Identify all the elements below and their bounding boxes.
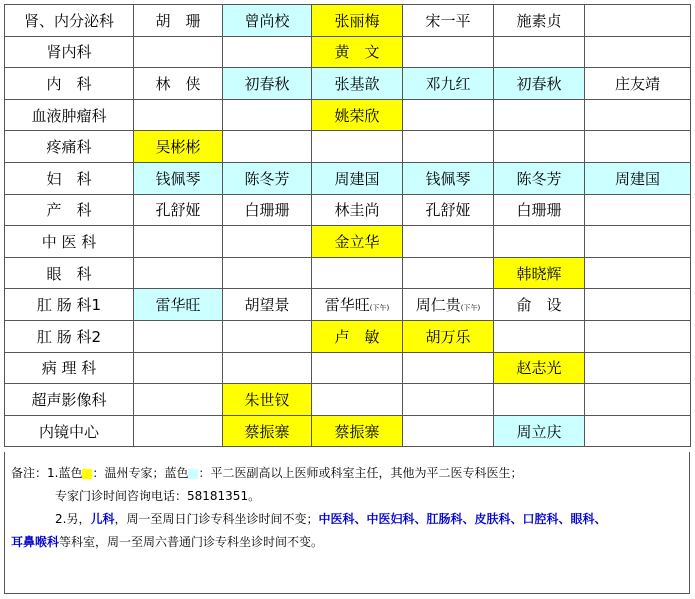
notes-l4a: 耳鼻喉科 [11, 535, 60, 549]
doctor-cell [223, 226, 312, 258]
notes-l1b: ：温州专家；蓝色 [92, 466, 189, 480]
department-cell [5, 226, 134, 258]
doctor-cell [403, 131, 494, 163]
doctor-cell [494, 352, 585, 384]
doctor-cell [403, 415, 494, 447]
cell-text: 周建国 [614, 169, 660, 188]
doctor-cell [312, 5, 403, 37]
table-row [5, 352, 691, 384]
doctor-cell [585, 162, 691, 194]
doctor-cell [223, 289, 312, 321]
table-row [5, 5, 691, 37]
doctor-cell [403, 384, 494, 416]
cell-text: 赵志光 [516, 359, 562, 378]
cell-text: 中 医 科 [41, 232, 97, 251]
cell-text: 内镜中心 [38, 422, 99, 441]
doctor-cell [494, 194, 585, 226]
doctor-cell [312, 320, 403, 352]
table-row [5, 162, 691, 194]
cell-text: 金立华 [334, 232, 380, 251]
blue-swatch-icon [188, 469, 198, 479]
doctor-cell [403, 289, 494, 321]
doctor-cell [585, 352, 691, 384]
cell-text: 妇 科 [46, 169, 92, 188]
schedule-body [5, 5, 691, 447]
doctor-cell [494, 289, 585, 321]
department-cell [5, 194, 134, 226]
doctor-cell [585, 257, 691, 289]
doctor-cell [494, 415, 585, 447]
cell-text: 超声影像科 [31, 390, 107, 409]
doctor-cell [494, 320, 585, 352]
doctor-cell [312, 257, 403, 289]
department-cell [5, 162, 134, 194]
cell-text: 雷华旺 [324, 296, 370, 315]
notes-l3c: ，周一至周日门诊专科坐诊时间不变； [114, 512, 319, 526]
cell-text: 钱佩琴 [155, 169, 201, 188]
afternoon-note: (下午) [460, 304, 481, 313]
cell-text: 林圭尚 [334, 201, 380, 220]
cell-text: 曾尚校 [244, 11, 290, 30]
cell-text: 肾、内分泌科 [23, 11, 114, 30]
cell-text: 陈冬芳 [244, 169, 290, 188]
doctor-cell [585, 289, 691, 321]
cell-text: 姚荣欣 [334, 106, 380, 125]
table-row [5, 99, 691, 131]
doctor-cell [585, 194, 691, 226]
doctor-cell [494, 257, 585, 289]
doctor-cell [585, 36, 691, 68]
table-row [5, 257, 691, 289]
doctor-cell [223, 257, 312, 289]
department-cell [5, 415, 134, 447]
department-cell [5, 5, 134, 37]
notes-line-2: 专家门诊时间咨询电话：58181351。 [55, 489, 261, 503]
doctor-cell [223, 415, 312, 447]
schedule-table [4, 4, 691, 447]
doctor-cell [134, 384, 223, 416]
department-cell [5, 352, 134, 384]
doctor-cell [403, 226, 494, 258]
cell-text: 黄 文 [334, 43, 380, 62]
doctor-cell [223, 352, 312, 384]
cell-text: 白珊珊 [516, 201, 562, 220]
department-cell [5, 68, 134, 100]
cell-text: 韩晓辉 [516, 264, 562, 283]
doctor-cell [134, 162, 223, 194]
doctor-cell [312, 226, 403, 258]
doctor-cell [494, 384, 585, 416]
doctor-cell [312, 36, 403, 68]
notes-section [4, 452, 690, 594]
doctor-cell [223, 384, 312, 416]
doctor-cell [585, 226, 691, 258]
notes-line-4 [11, 531, 689, 554]
doctor-cell [585, 5, 691, 37]
cell-text: 胡 珊 [155, 11, 201, 30]
department-cell [5, 36, 134, 68]
department-cell [5, 289, 134, 321]
doctor-cell [403, 68, 494, 100]
doctor-cell [585, 68, 691, 100]
cell-text: 俞 设 [516, 296, 562, 315]
doctor-cell [494, 5, 585, 37]
doctor-cell [403, 320, 494, 352]
cell-text: 陈冬芳 [516, 169, 562, 188]
afternoon-note: (下午) [369, 304, 390, 313]
cell-text: 肛 肠 科1 [36, 296, 102, 315]
doctor-cell [312, 162, 403, 194]
yellow-swatch-icon [82, 469, 92, 479]
doctor-cell [403, 36, 494, 68]
cell-text: 吴彬彬 [155, 138, 201, 157]
cell-text: 初春秋 [516, 74, 562, 93]
notes-l3a: 2.另， [55, 512, 91, 526]
notes-line-3 [11, 508, 689, 531]
doctor-cell [585, 320, 691, 352]
doctor-cell [312, 352, 403, 384]
cell-text: 宋一平 [425, 11, 471, 30]
doctor-cell [134, 99, 223, 131]
doctor-cell [134, 131, 223, 163]
doctor-cell [312, 68, 403, 100]
table-row [5, 36, 691, 68]
doctor-cell [494, 131, 585, 163]
cell-text: 肛 肠 科2 [36, 327, 102, 346]
cell-text: 肾内科 [46, 43, 92, 62]
notes-l3b: 儿科 [90, 512, 115, 526]
notes-l3d: 中医科、中医妇科、肛肠科、皮肤科、口腔科、眼科、 [318, 512, 607, 526]
table-row [5, 68, 691, 100]
table-row [5, 194, 691, 226]
cell-text: 周建国 [334, 169, 380, 188]
notes-l4b: 等科室，周一至周六普通门诊专科坐诊时间不变。 [59, 535, 324, 549]
cell-text: 血液肿瘤科 [31, 106, 107, 125]
doctor-cell [223, 68, 312, 100]
cell-text: 邓九红 [425, 74, 471, 93]
doctor-cell [134, 352, 223, 384]
cell-text: 初春秋 [244, 74, 290, 93]
table-row [5, 289, 691, 321]
doctor-cell [494, 99, 585, 131]
cell-text: 病 理 科 [41, 359, 97, 378]
doctor-cell [403, 162, 494, 194]
doctor-cell [494, 226, 585, 258]
doctor-cell [223, 36, 312, 68]
notes-l1c: ：平二医副高以上医师或科室主任，其他为平二医专科医生； [198, 466, 523, 480]
cell-text: 林 侠 [155, 74, 201, 93]
doctor-cell [134, 194, 223, 226]
doctor-cell [312, 415, 403, 447]
doctor-cell [403, 257, 494, 289]
cell-text: 孔舒娅 [425, 201, 471, 220]
doctor-cell [403, 194, 494, 226]
cell-text: 庄友靖 [614, 74, 660, 93]
cell-text: 蔡振寨 [244, 422, 290, 441]
doctor-cell [134, 289, 223, 321]
table-row [5, 226, 691, 258]
cell-text: 张丽梅 [334, 11, 380, 30]
department-cell [5, 131, 134, 163]
cell-text: 卢 敏 [334, 327, 380, 346]
doctor-cell [585, 131, 691, 163]
cell-text: 胡万乐 [425, 327, 471, 346]
doctor-cell [312, 194, 403, 226]
cell-text: 眼 科 [46, 264, 92, 283]
cell-text: 周仁贵 [415, 296, 461, 315]
notes-label: 备注： [11, 466, 48, 480]
cell-text: 产 科 [46, 201, 92, 220]
table-row [5, 415, 691, 447]
doctor-cell [134, 415, 223, 447]
department-cell [5, 257, 134, 289]
notes-line-1 [11, 462, 689, 485]
cell-text: 白珊珊 [244, 201, 290, 220]
doctor-cell [312, 99, 403, 131]
doctor-cell [312, 289, 403, 321]
cell-text: 孔舒娅 [155, 201, 201, 220]
doctor-cell [134, 68, 223, 100]
cell-text: 周立庆 [516, 422, 562, 441]
doctor-cell [223, 194, 312, 226]
doctor-cell [585, 99, 691, 131]
cell-text: 张基歆 [334, 74, 380, 93]
doctor-cell [312, 384, 403, 416]
doctor-cell [403, 5, 494, 37]
notes-l1a: 1.蓝色 [47, 466, 83, 480]
cell-text: 朱世钗 [244, 390, 290, 409]
doctor-cell [134, 226, 223, 258]
cell-text: 内 科 [46, 74, 92, 93]
doctor-cell [134, 320, 223, 352]
doctor-cell [494, 162, 585, 194]
doctor-cell [134, 36, 223, 68]
doctor-cell [494, 68, 585, 100]
doctor-cell [223, 99, 312, 131]
cell-text: 疼痛科 [46, 138, 92, 157]
table-row [5, 131, 691, 163]
department-cell [5, 320, 134, 352]
table-row [5, 320, 691, 352]
table-row [5, 384, 691, 416]
doctor-cell [312, 131, 403, 163]
doctor-cell [403, 99, 494, 131]
doctor-cell [585, 384, 691, 416]
department-cell [5, 99, 134, 131]
doctor-cell [134, 257, 223, 289]
doctor-cell [134, 5, 223, 37]
doctor-cell [585, 415, 691, 447]
department-cell [5, 384, 134, 416]
cell-text: 胡望景 [244, 296, 290, 315]
cell-text: 钱佩琴 [425, 169, 471, 188]
doctor-cell [223, 162, 312, 194]
cell-text: 施素贞 [516, 11, 562, 30]
doctor-cell [403, 352, 494, 384]
doctor-cell [223, 5, 312, 37]
cell-text: 蔡振寨 [334, 422, 380, 441]
doctor-cell [494, 36, 585, 68]
doctor-cell [223, 320, 312, 352]
doctor-cell [223, 131, 312, 163]
cell-text: 雷华旺 [155, 296, 201, 315]
